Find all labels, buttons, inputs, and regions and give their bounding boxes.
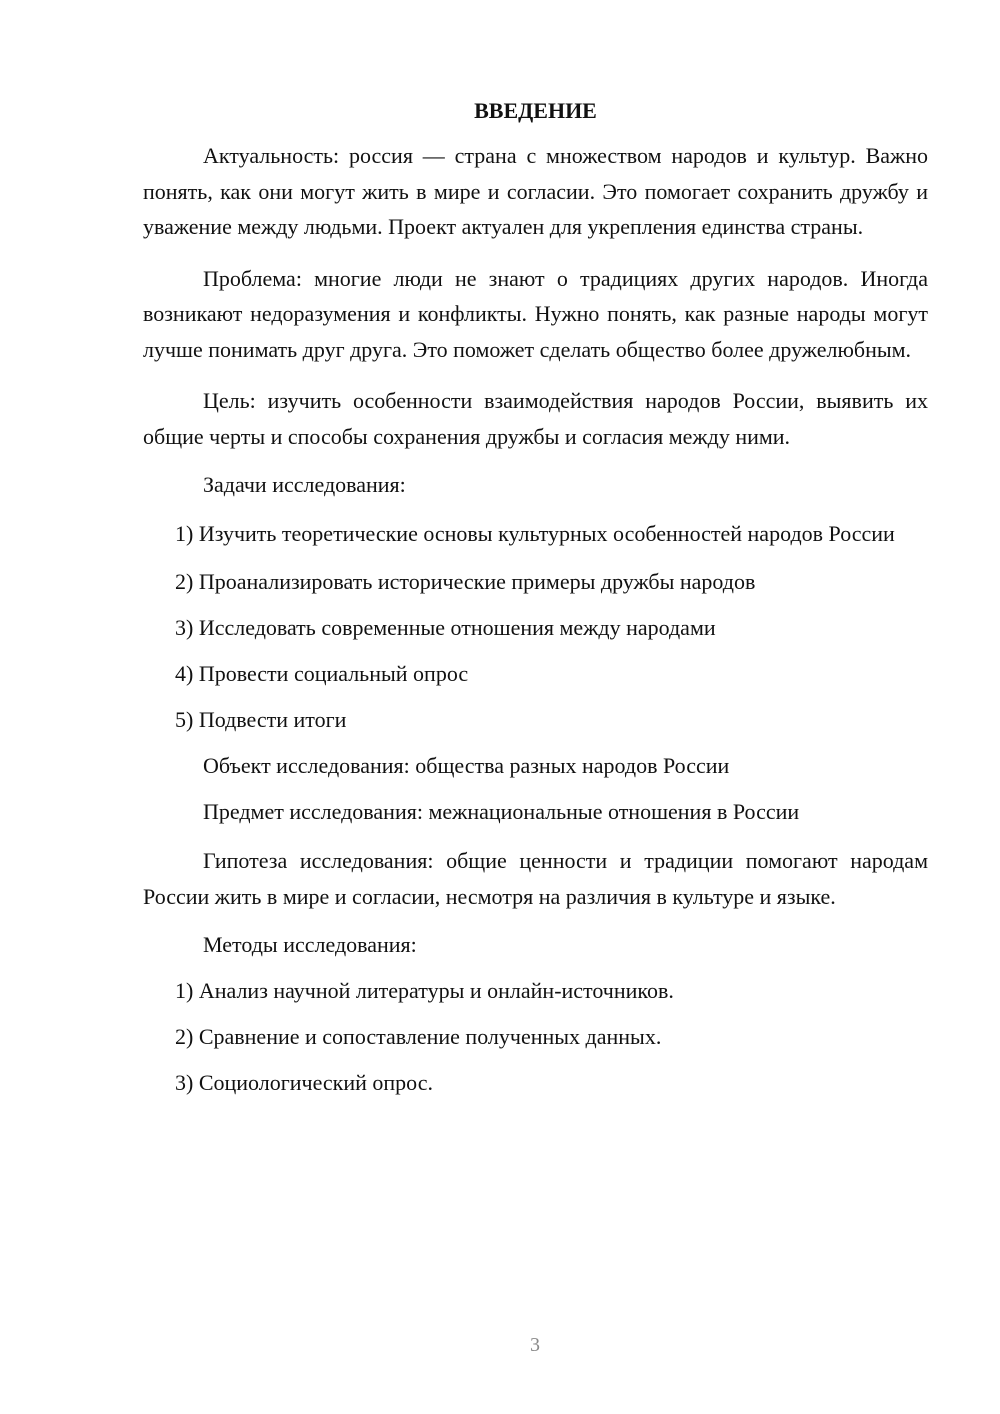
object-line: Объект исследования: общества разных народов России: [203, 753, 730, 778]
hypothesis-paragraph: Гипотеза исследования: общие ценности и традиции помогают народам России жить в мире и согласии, несмотря на различия в культуре и языке.: [143, 848, 928, 909]
task-item-2: 2) Проанализировать исторические примеры дружбы народов: [175, 569, 756, 594]
method-item-3: 3) Социологический опрос.: [175, 1070, 433, 1095]
page-number: 3: [530, 1334, 540, 1356]
methods-label: Методы исследования:: [203, 932, 417, 957]
tasks-label: Задачи исследования:: [203, 472, 406, 497]
method-item-1: 1) Анализ научной литературы и онлайн-источников.: [175, 978, 674, 1003]
relevance-paragraph: Актуальность: россия — страна с множеством народов и культур. Важно понять, как они могут жить в мире и согласии. Это помогает сохранить дружбу и уважение между людьми. Проект актуален для укрепления единства страны.: [143, 143, 928, 239]
section-heading: ВВЕДЕНИЕ: [474, 98, 597, 123]
subject-line: Предмет исследования: межнациональные отношения в России: [203, 799, 800, 824]
task-item-4: 4) Провести социальный опрос: [175, 661, 469, 686]
goal-paragraph: Цель: изучить особенности взаимодействия народов России, выявить их общие черты и способы сохранения дружбы и согласия между ними.: [143, 388, 928, 449]
problem-paragraph: Проблема: многие люди не знают о традициях других народов. Иногда возникают недоразумения и конфликты. Нужно понять, как разные народы могут лучше понимать друг друга. Это поможет сделать общество более дружелюбным.: [143, 265, 928, 362]
task-item-1: 1) Изучить теоретические основы культурных особенностей народов России: [175, 521, 895, 546]
method-item-2: 2) Сравнение и сопоставление полученных данных.: [175, 1024, 662, 1049]
task-item-3: 3) Исследовать современные отношения между народами: [175, 615, 716, 640]
task-item-5: 5) Подвести итоги: [175, 707, 347, 732]
page-content: [143, 96, 928, 1114]
